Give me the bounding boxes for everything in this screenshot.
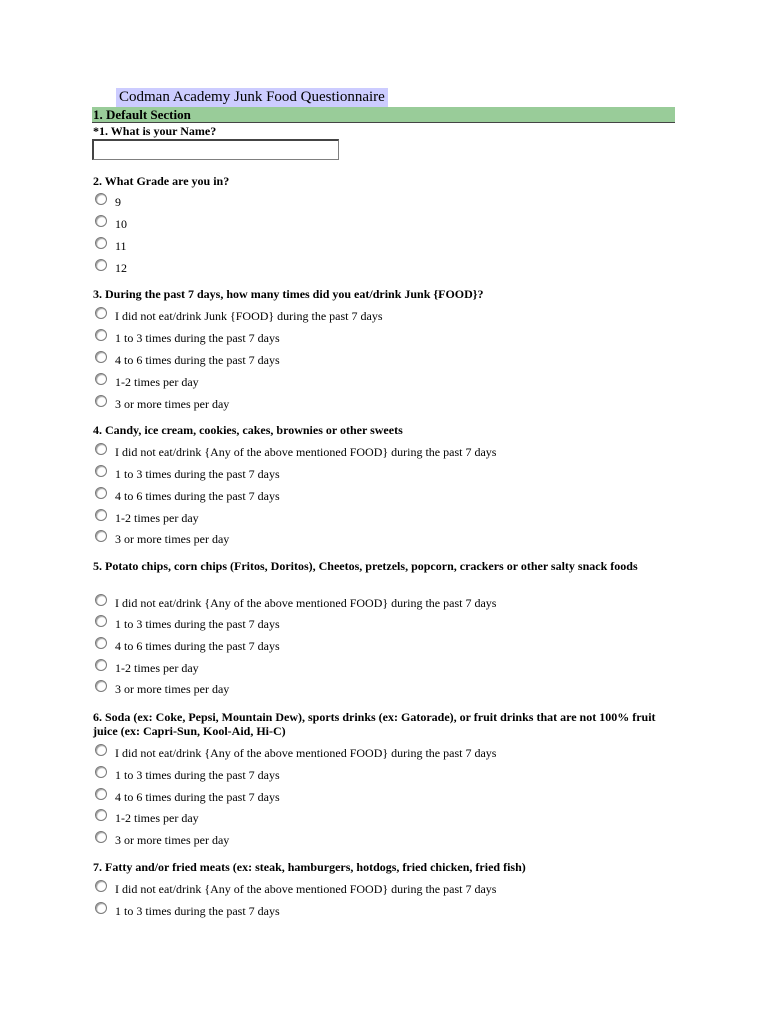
option-label: I did not eat/drink {Any of the above mentioned FOOD} during the past 7 days [115,596,497,610]
option-label: 4 to 6 times during the past 7 days [115,639,280,653]
option-label: 10 [115,217,127,231]
option-label: I did not eat/drink {Any of the above mentioned FOOD} during the past 7 days [115,882,497,896]
question-7: 7. Fatty and/or fried meats (ex: steak, hamburgers, hotdogs, fried chicken, fried fish) [93,860,526,874]
question-3: 3. During the past 7 days, how many times did you eat/drink Junk {FOOD}? [93,287,484,301]
radio-button[interactable] [95,259,107,271]
radio-button[interactable] [95,373,107,385]
option-label: 1 to 3 times during the past 7 days [115,904,280,918]
radio-button[interactable] [95,395,107,407]
option-label: I did not eat/drink {Any of the above mentioned FOOD} during the past 7 days [115,746,497,760]
radio-button[interactable] [95,680,107,692]
radio-button[interactable] [95,766,107,778]
option-label: 1-2 times per day [115,661,199,675]
radio-button[interactable] [95,509,107,521]
radio-button[interactable] [95,465,107,477]
option-label: 1-2 times per day [115,811,199,825]
option-label: I did not eat/drink {Any of the above mentioned FOOD} during the past 7 days [115,445,497,459]
name-input[interactable] [92,139,339,160]
option-label: 3 or more times per day [115,397,230,411]
radio-button[interactable] [95,880,107,892]
radio-button[interactable] [95,237,107,249]
radio-button[interactable] [95,744,107,756]
option-label: 1 to 3 times during the past 7 days [115,331,280,345]
radio-button[interactable] [95,659,107,671]
radio-button[interactable] [95,530,107,542]
radio-button[interactable] [95,215,107,227]
radio-button[interactable] [95,831,107,843]
option-label: 3 or more times per day [115,682,230,696]
question-4: 4. Candy, ice cream, cookies, cakes, brownies or other sweets [93,423,403,437]
option-label: 1 to 3 times during the past 7 days [115,617,280,631]
radio-button[interactable] [95,487,107,499]
option-label: 1 to 3 times during the past 7 days [115,467,280,481]
option-label: 4 to 6 times during the past 7 days [115,353,280,367]
question-1: *1. What is your Name? [93,124,217,138]
radio-button[interactable] [95,902,107,914]
option-label: 3 or more times per day [115,532,230,546]
option-label: 1-2 times per day [115,511,199,525]
radio-button[interactable] [95,307,107,319]
radio-button[interactable] [95,443,107,455]
section-header: 1. Default Section [92,107,675,123]
radio-button[interactable] [95,329,107,341]
option-label: 3 or more times per day [115,833,230,847]
page-title: Codman Academy Junk Food Questionnaire [116,88,388,107]
option-label: I did not eat/drink Junk {FOOD} during the past 7 days [115,309,383,323]
radio-button[interactable] [95,637,107,649]
option-label: 1-2 times per day [115,375,199,389]
option-label: 4 to 6 times during the past 7 days [115,790,280,804]
question-5: 5. Potato chips, corn chips (Fritos, Doritos), Cheetos, pretzels, popcorn, crackers or other salty snack foods [93,559,638,573]
option-label: 12 [115,261,127,275]
question-2: 2. What Grade are you in? [93,174,230,188]
radio-button[interactable] [95,809,107,821]
option-label: 9 [115,195,121,209]
option-label: 4 to 6 times during the past 7 days [115,489,280,503]
radio-button[interactable] [95,615,107,627]
question-6: 6. Soda (ex: Coke, Pepsi, Mountain Dew), sports drinks (ex: Gatorade), or fruit drinks that are not 100% fruit juice (ex: Capri-Sun, Kool-Aid, Hi-C) [93,710,656,738]
radio-button[interactable] [95,594,107,606]
option-label: 1 to 3 times during the past 7 days [115,768,280,782]
radio-button[interactable] [95,351,107,363]
radio-button[interactable] [95,788,107,800]
radio-button[interactable] [95,193,107,205]
option-label: 11 [115,239,127,253]
